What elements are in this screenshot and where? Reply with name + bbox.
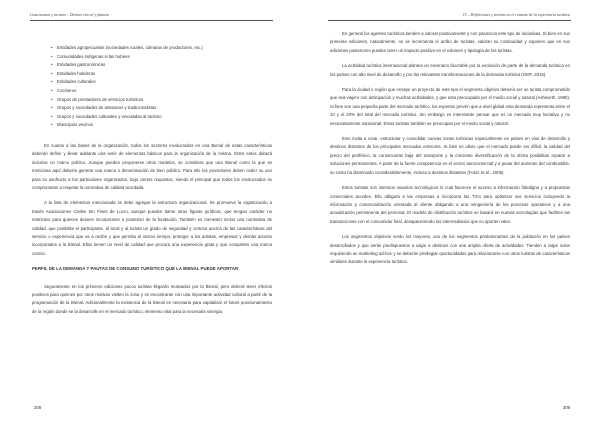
body-paragraph: Los segmentos objetivos serán los mayores, uno de los segmentos predominantes de la población en los países desarrollados y que serán predispuestos a viajar a destinos con una amplia oferta de actividades. Tienden a viajar solos requiriendo un marketing ad-hoc y se deberán privilegiar oportunidades para relacionarse con otros turistas de características similares durante la experiencia turística. bbox=[330, 234, 570, 265]
bullet-icon: • bbox=[51, 113, 53, 119]
bullet-icon: • bbox=[51, 45, 53, 50]
left-page-content bbox=[32, 30, 272, 323]
left-header-rule bbox=[30, 20, 273, 21]
bullet-item: • Entidades hoteleras bbox=[57, 70, 272, 79]
organizations-bullet-list bbox=[32, 44, 272, 130]
bullet-item: • Grupos y sociedades culturales y vinculadas al turismo bbox=[57, 113, 272, 122]
body-paragraph: Esto invita a crear, estructurar y consolidar nuevas zonas turísticas especialmente en países en vías de desarrollo y destinos distantes de los principales mercados emisores. Si bien es obvio que el mercado puede ser difícil, la calidad del precio del periférico, la consecuente baja del transporte y la creciente diversificación de la oferta posibilitan reparar a soluciones permanentes. A partir de la fuerte competencia en el sector aerocomercial y a pesar del aumento del combustible, su costo ha disminuido considerablemente, incluso a destinos distantes (Fotoz et al., 2005). bbox=[330, 136, 570, 175]
bullet-icon: • bbox=[51, 79, 53, 85]
right-page-number: 309 bbox=[562, 405, 570, 410]
section-heading: PERFIL DE LA DEMANDA Y PAUTAS DE CONSUMO TURÍSTICO QUE LA BIENAL PUEDE APORTAR bbox=[32, 266, 239, 272]
bullet-icon: • bbox=[51, 96, 53, 102]
bullet-icon: • bbox=[51, 62, 53, 68]
bullet-item: • Grupos de prestadores de servicios turísticos bbox=[57, 96, 272, 105]
bullet-item: • Entidades culturales bbox=[57, 78, 272, 87]
body-paragraph: Estos turistas son intensos usuarios tecnológicos lo cual favorece el acceso a información fidedigna y a propuestas comerciales acordes. Ello obligará a las empresas a incorporar las TICs para optimizar sus servicios incluyendo la información y comercialización orientada al cliente obligando a una reingeniería de los procesos operativos y a una actualización permanente del personal. El modelo de distribución turística se basará en nuevas tecnologías que faciliten las transacciones con el consumidor final, desapareciendo los intermediarios que no aporten valor. bbox=[330, 185, 570, 224]
body-paragraph: En general los agentes turísticos tienden a valorar positivamente y con paciencia este tipo de iniciativas. Si bien en sus primeras ediciones, naturalmente, no se incrementa el arribo de turistas, valoran su continuidad y suponen que en sus ediciones posteriores pueden tener un impacto positivo en el volumen y tipología de los turistas. bbox=[330, 31, 570, 53]
bullet-item: • Entidades gastronómicas bbox=[57, 61, 272, 70]
bullet-item: • Comunidades indígenas si las hubiere bbox=[57, 53, 272, 62]
body-paragraph: A la lista de elementos mencionada se debe agregar la estructura organizacional. Se promueve la organización a través Asociaciones Civiles Sin Fines de Lucro, aunque pueden darse otras figuras jurídicas, que tengan carácter no restrictivo para quienes deseen incorporarse a posteriori de la fundación. También es menester incluir una normativa de calidad, que posibilite el participante, al local y al turista un grado de seguridad y certeza acerca de las características del servicio o experiencia que va a recibir y que permita al mismo tiempo, proteger a los artistas, empresas y demás actores incorporados a la Bienal. Ellos tienen un nivel de calidad que procura una experiencia grata y que comparten una marca común. bbox=[32, 200, 272, 256]
bullet-icon: • bbox=[51, 87, 53, 93]
left-page-number: 308 bbox=[34, 405, 42, 410]
right-page bbox=[300, 0, 600, 424]
body-paragraph: La actividad turística internacional plantea un escenario favorable por la evolución de parte de la demanda turística en los países con alto nivel de desarrollo y por las relevantes transformaciones de la demanda turística (OMT, 2015). bbox=[330, 63, 570, 77]
right-page-content bbox=[330, 30, 570, 274]
body-paragraph: En cuanto a las bases de la organización, todos los sectores involucrados en una Bienal de estas características deberán definir y llevar adelante una serie de elementos básicos para la organización de la misma. Entre estos deberá incluirse un marco político. Aunque pueden proponerse otros modelos, se considera que una Bienal como la que se menciona aquí debería generar una marca o denominación de bien público. Para ello los promotores deben ceder su uso para su usufructo a los particulares organizados, bajo ciertos requisitos, siendo el principal que todos los involucrados se comprometan a respetar la normativa de calidad acordada. bbox=[32, 142, 272, 190]
bullet-item: • Entidades agropecuarias (sociedades rurales, cámaras de productores, etc.) bbox=[57, 44, 272, 53]
bullet-item: • Municipios vecinos bbox=[57, 121, 272, 130]
right-header-rule bbox=[328, 20, 571, 21]
bullet-icon: • bbox=[51, 70, 53, 76]
right-running-head: 15 – Definiciones y turismo en el contexto de la experiencia turística bbox=[462, 13, 570, 17]
bullet-icon: • bbox=[51, 105, 53, 111]
bullet-icon: • bbox=[51, 53, 53, 59]
bullet-item: • Cocineros bbox=[57, 87, 272, 96]
bullet-item: • Grupos y sociedades de artesanos y tradicionalistas bbox=[57, 104, 272, 113]
body-paragraph: Para la ciudad o región que ensaye un proyecto de este tipo el segmento objetivo debería ser un turista comprometido que sea viajero con anticipación y muchas actividades, y que esta preocupado por el medio social y natural (Ashworth, 1990). Si bien son una pequeña parte del mercado turístico, los expertos prevén que a nivel global esta demanda representa entre el 10 y el 20% del total del mercado turístico. Sin embargo es interesante pensar que es un mercado muy lucrativo y no necesariamente estacional. Estos turistas también se preocupan por el medio social y natural. bbox=[330, 87, 570, 126]
body-paragraph: Seguramente en los primeros ediciones pocos turistas llegarán motivados por la Bienal, pero deberá tener efectos positivos para quienes por otros motivos visiten la zona y se encontraran con una importante actividad cultural a partir de la programación de la Bienal. Adicionalmente la existencia de la Bienal es necesaria para capitalizar el futuro posicionamiento de la región donde se la desarrolle en el mercado turístico, elemento vital para la necesaria sinergia. bbox=[32, 283, 272, 314]
bullet-icon: • bbox=[51, 122, 53, 128]
left-running-head: Gastronomía y turismo – Destino vivo al y planeta bbox=[30, 13, 109, 17]
